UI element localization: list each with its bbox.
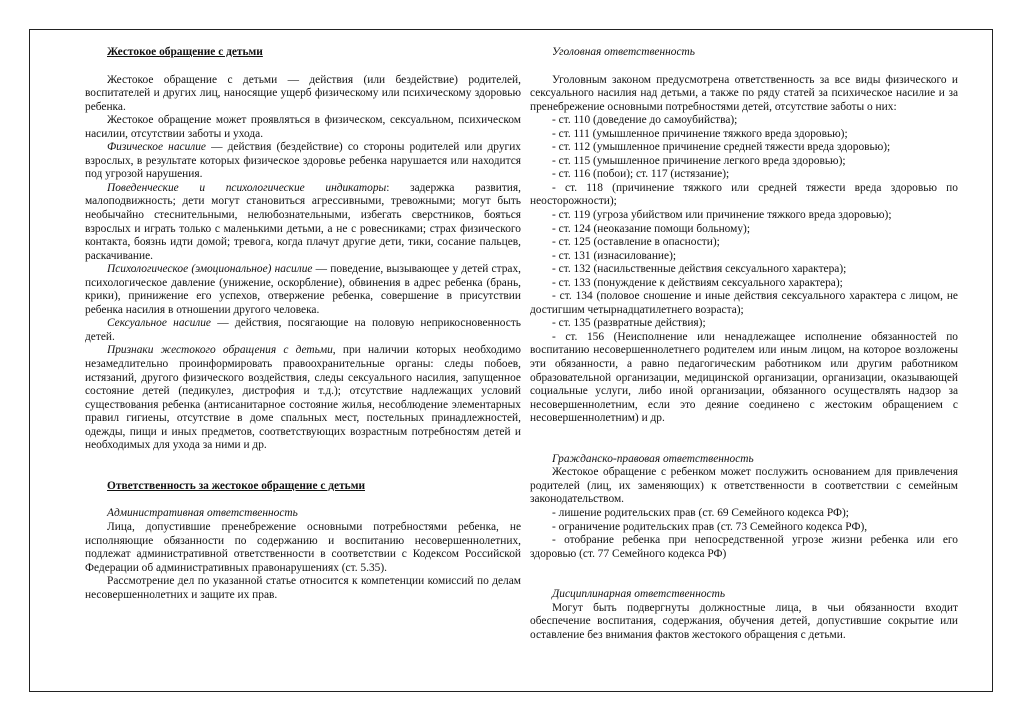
list-item: - ст. 118 (причинение тяжкого или средней тяжести вреда здоровью по неосторожности);: [530, 182, 958, 209]
list-item: - ст. 125 (оставление в опасности);: [530, 236, 958, 250]
criminal-intro: Уголовным законом предусмотрена ответственность за все виды физического и сексуального насилия над детьми, а также по ряду статей за психическое насилие и за пренебрежение основными потребностями детей, отсутствие заботы о них:: [530, 73, 958, 113]
criminal-heading: Уголовная ответственность: [552, 46, 695, 58]
list-item: - ст. 124 (неоказание помощи больному);: [530, 223, 958, 237]
list-item: - лишение родительских прав (ст. 69 Семейного кодекса РФ);: [530, 507, 958, 521]
physical-violence-term: Физическое насилие: [107, 141, 206, 154]
civil-intro: Жестокое обращение с ребенком может послужить основанием для привлечения родителей (лиц, их заменяющих) к ответственности в соответствии с семейным законодательством.: [530, 466, 958, 506]
right-column: [530, 46, 958, 642]
list-item: - ст. 156 (Неисполнение или ненадлежащее исполнение обязанностей по воспитанию несовершеннолетнего родителем или иным лицом, на которое возложены эти обязанности, а равно педагогическим работником или другим работником образовательной организации, медицинской организации, организации, оказывающей социальные услуги, либо иной организации, обязанного осуществлять надзор за несовершеннолетним, если это деяние соединено с жестоким обращением с несовершеннолетним) и др.: [530, 331, 958, 426]
administrative-paragraph: Лица, допустившие пренебрежение основными потребностями ребенка, не исполняющие обязанности по содержанию и воспитанию несовершеннолетних, подлежат административной ответственности в соответствии с Кодексом Российской Федерации об административных правонарушениях (ст. 5.35).: [85, 520, 521, 574]
list-item: - ст. 119 (угроза убийством или причинение тяжкого вреда здоровью);: [530, 209, 958, 223]
document-page: [29, 29, 993, 692]
main-title: Жестокое обращение с детьми: [107, 46, 263, 58]
administrative-heading: Административная ответственность: [107, 507, 298, 520]
sexual-violence-paragraph: [85, 317, 521, 344]
psychological-violence-paragraph: [85, 263, 521, 317]
forms-paragraph: Жестокое обращение может проявляться в физическом, сексуальном, психическом насилии, отсутствии заботы и ухода.: [85, 114, 521, 140]
disciplinary-heading: Дисциплинарная ответственность: [552, 588, 726, 601]
physical-violence-paragraph: [85, 141, 521, 182]
administrative-commission-paragraph: Рассмотрение дел по указанной статье относится к компетенции комиссий по делам несовершеннолетних и защите их прав.: [85, 575, 521, 601]
psychological-violence-text: — поведение, вызывающее у детей страх, психологическое давление (унижение, оскорбление), обвинения в адрес ребенка (брань, крики), принижение его успехов, отвержение ребенка, совершение в присутствии ребенка насилия в отношении другого человека.: [85, 263, 522, 316]
left-column: [85, 46, 521, 602]
list-item: - ст. 133 (понуждение к действиям сексуального характера);: [530, 277, 958, 291]
indicators-paragraph: [85, 182, 521, 263]
sexual-violence-text: — действия, посягающие на половую неприкосновенность детей.: [85, 317, 522, 343]
list-item: - отобрание ребенка при непосредственной угрозе жизни ребенка или его здоровью (ст. 77 Семейного кодекса РФ): [530, 534, 958, 561]
list-item: - ст. 110 (доведение до самоубийства);: [530, 114, 958, 128]
responsibility-title: Ответственность за жестокое обращение с детьми: [107, 479, 366, 492]
indicators-text: : задержка развития, малоподвижность; дети могут становиться агрессивными, тревожными; могут быть необычайно стеснительными, нелюбознательными, избегать сверстников, бояться взрослых и играть только с маленькими детьми, а не с ровесниками; страх физического контакта, боязнь идти домой; тревога, когда плачут другие дети, тики, сосание пальцев, раскачивание.: [85, 181, 521, 262]
list-item: - ст. 112 (умышленное причинение средней тяжести вреда здоровью);: [530, 141, 958, 155]
list-item: - ст. 116 (побои); ст. 117 (истязание);: [530, 168, 958, 182]
definition-paragraph: Жестокое обращение с детьми — действия (или бездействие) родителей, воспитателей и других лиц, наносящие ущерб физическому или психическому здоровью ребенка.: [85, 73, 521, 113]
sexual-violence-term: Сексуальное насилие: [107, 317, 211, 330]
abuse-signs-paragraph: [85, 344, 521, 452]
list-item: - ст. 135 (развратные действия);: [530, 317, 958, 331]
indicators-term: Поведенческие и психологические индикаторы: [107, 181, 387, 194]
list-item: - ст. 131 (изнасилование);: [530, 250, 958, 264]
physical-violence-text: — действия (бездействие) со стороны родителей или других взрослых, в результате которых физическое здоровье ребенка нарушается или находится под угрозой нарушения.: [85, 141, 521, 181]
list-item: - ограничение родительских прав (ст. 73 Семейного кодекса РФ),: [530, 521, 958, 535]
abuse-signs-text: , при наличии которых необходимо незамедлительно проинформировать правоохранительные органы: следы побоев, истязаний, другого физического воздействия, следы сексуального насилия, запущенное состояние детей (педикулез, дистрофия и т.д.); отсутствие надлежащих условий существования ребенка (антисанитарное состояние жилья, несоблюдение элементарных правил гигиены, отсутствие в доме спальных мест, постельных принадлежностей, одежды, пищи и иных предметов, соответствующих возрастным потребностям детей и необходимых для ухода за ними и др.: [85, 344, 522, 452]
psychological-violence-term: Психологическое (эмоциональное) насилие: [107, 263, 313, 276]
list-item: - ст. 115 (умышленное причинение легкого вреда здоровью);: [530, 155, 958, 169]
list-item: - ст. 111 (умышленное причинение тяжкого вреда здоровью);: [530, 128, 958, 142]
list-item: - ст. 134 (половое сношение и иные действия сексуального характера с лицом, не достигшим четырнадцатилетнего возраста);: [530, 290, 958, 317]
civil-measures-list: [530, 507, 958, 561]
civil-heading: Гражданско-правовая ответственность: [552, 452, 754, 465]
list-item: - ст. 132 (насильственные действия сексуального характера);: [530, 263, 958, 277]
criminal-articles-list: [530, 114, 958, 426]
disciplinary-paragraph: Могут быть подвергнуты должностные лица, в чьи обязанности входит обеспечение воспитания, содержания, обучения детей, допустившие сокрытие или оставление без внимания фактов жестокого обращения с детьми.: [530, 601, 958, 641]
abuse-signs-term: Признаки жестокого обращения с детьми: [107, 344, 333, 357]
